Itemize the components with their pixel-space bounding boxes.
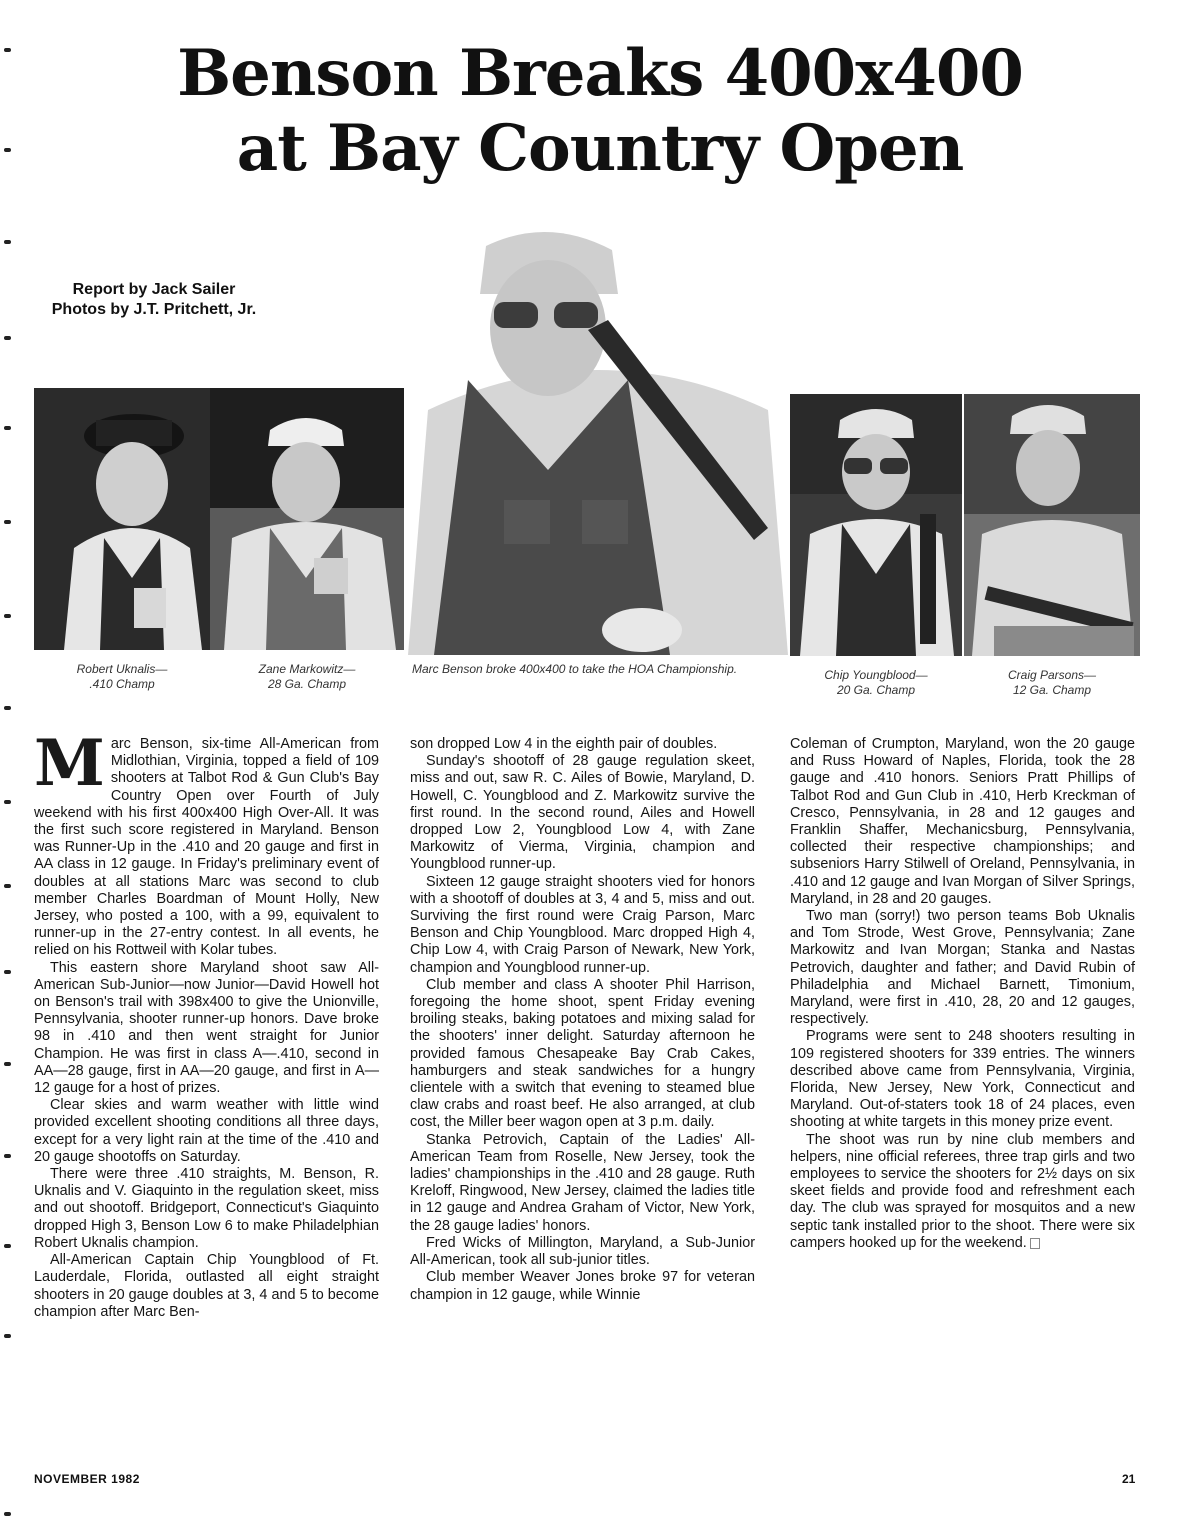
binder-mark <box>4 240 11 244</box>
article-paragraph: Clear skies and warm weather with little wind provided excellent shooting conditions all three days, except for a very light rain at the time of the .410 and 20 gauge shootoffs on Saturday. <box>34 1097 379 1165</box>
article-column-3 <box>790 736 1135 1252</box>
photo-robert-uknalis <box>34 388 210 650</box>
article-paragraph: son dropped Low 4 in the eighth pair of doubles. <box>410 736 718 752</box>
article-paragraph: Club member Weaver Jones broke 97 for veteran champion in 12 gauge, while Winnie <box>410 1269 755 1303</box>
caption-youngblood-title: 20 Ga. Champ <box>836 683 916 697</box>
article-paragraph: Two man (sorry!) two person teams Bob Uknalis and Tom Strode, West Grove, Pennsylvania; Zane Markowitz and Ivan Morgan; Stanka and Nastas Petrovich, daughter and father; and David Rubin of Philadelphia and Michael Barnett, Timonium, Maryland, were first in .410, 28, 20 and 12 gauges, respectively. <box>790 908 1135 1028</box>
article-paragraph: Club member and class A shooter Phil Harrison, foregoing the home shoot, spent Friday evening broiling steaks, baking potatoes and mixing salad for the shooters' inner delight. Saturday afternoon he provided famous Chesapeake Bay Crab Cakes, hamburgers and steak sandwiches for a hungry clientele with a switch that evening to steamed blue claw crabs and roast beef. He also arranged, at club cost, the Miller beer wagon open at 3 p.m. daily. <box>410 976 755 1131</box>
caption-uknalis <box>34 662 210 692</box>
binder-mark <box>4 520 11 524</box>
binder-mark <box>4 1154 11 1158</box>
binder-mark <box>4 884 11 888</box>
binder-mark <box>4 800 11 804</box>
article-paragraph: There were three .410 straights, M. Benson, R. Uknalis and V. Giaquinto in the regulation skeet, miss and out shootoff. Bridgeport, Connecticut's Giaquinto dropped High 3, Benson Low 6 to make Philadelphian Robert Uknalis champion. <box>34 1166 379 1251</box>
report-credit: Report by Jack Sailer <box>72 281 236 298</box>
headline-line-2: at Bay Country Open <box>236 111 964 186</box>
article-paragraph: This eastern shore Maryland shoot saw All-American Sub-Junior—now Junior—David Howell hot on Benson's trail with 398x400 to give the Unionville, Pennsylvania, shooter runner-up honors. Dave broke 98 in .410 and then went straight for Junior Champion. He was first in class A—.410, second in AA—28 gauge, first in AA—20 gauge, and first in A—12 gauge for a host of prizes. <box>34 959 379 1097</box>
caption-markowitz-title: 28 Ga. Champ <box>267 677 347 691</box>
article-paragraph <box>790 1132 1135 1252</box>
article-paragraph: Stanka Petrovich, Captain of the Ladies' All-American Team from Roselle, New Jersey, took the ladies' championships in the .410 and 28 gauge. Ruth Kreloff, Ringwood, New Jersey, claimed the ladies title in 12 gauge and Andrea Graham of Victor, New York, the 28 gauge ladies' honors. <box>410 1131 756 1234</box>
binder-mark <box>4 336 11 340</box>
binder-mark <box>4 426 11 430</box>
article-paragraph: All-American Captain Chip Youngblood of Ft. Lauderdale, Florida, outlasted all eight straight shooters in 20 gauge doubles at 3, 4 and 5 to become champion after Marc Ben- <box>34 1252 379 1320</box>
binder-mark <box>4 148 11 152</box>
article-paragraph-text: The shoot was run by nine club members and helpers, nine official referees, three trap girls and two employees to service the shooters for 2½ days on six skeet fields and provide food and refreshment each day. The club was sprayed for mosquitos and a new septic tank installed prior to the shoot. There were six campers hooked up for the weekend. <box>790 1131 1135 1251</box>
caption-parsons-title: 12 Ga. Champ <box>1012 683 1092 697</box>
caption-uknalis-title: .410 Champ <box>89 677 155 691</box>
caption-benson: Marc Benson broke 400x400 to take the HOA Championship. <box>412 662 738 676</box>
photo-zane-markowitz <box>210 388 404 650</box>
article-paragraph: Fred Wicks of Millington, Maryland, a Sub-Junior All-American, took all sub-junior titles. <box>410 1234 755 1269</box>
photo-credit: Photos by J.T. Pritchett, Jr. <box>51 301 257 318</box>
headline <box>120 36 1080 186</box>
headline-line-1: Benson Breaks 400x400 <box>177 36 1023 111</box>
binder-mark <box>4 970 11 974</box>
article-column-1 <box>34 726 379 1321</box>
caption-markowitz <box>210 662 404 692</box>
article-paragraph: Coleman of Crumpton, Maryland, won the 20 gauge and Russ Howard of Naples, Florida, took the 28 gauge and .410 honors. Seniors Pratt Phillips of Talbot Rod and Gun Club in .410, Herb Kreckman of Cresco, Pennsylvania, in 28 and 12 gauges and Franklin Shaffer, Mechanicsburg, Pennsylvania, collected their respective championships; and subseniors Harry Stilwell of Oreland, Pennsylvania, in .410 and 12 gauge and Ivan Morgan of Silver Springs, Maryland, in 28 and 20 gauges. <box>790 736 1135 907</box>
byline <box>34 280 274 320</box>
caption-uknalis-name: Robert Uknalis— <box>76 662 168 676</box>
article-paragraph <box>34 726 379 960</box>
caption-parsons <box>964 668 1140 698</box>
end-mark-icon <box>1030 1238 1040 1249</box>
caption-youngblood <box>790 668 962 698</box>
binder-mark <box>4 48 11 52</box>
binder-mark <box>4 1062 11 1066</box>
photo-chip-youngblood <box>790 394 962 656</box>
caption-youngblood-name: Chip Youngblood— <box>824 668 928 682</box>
binder-mark <box>4 706 11 710</box>
article-paragraph-text: arc Benson, six-time All-American from Midlothian, Virginia, topped a field of 109 shooters at Talbot Rod & Gun Club's Bay Country Open over Fourth of July weekend with his first 400x400 High Over-All. It was the first such score registered in Maryland. Benson was Runner-Up in the .410 and 20 gauge and first in AA class in 12 gauge. In Friday's preliminary event of doubles at all stations Marc was second to club member Charles Boardman of Mount Holly, New Jersey, who posted a 100, with a 99, equivalent to runner-up in the 27-entry contest. In all events, he relied on his Rottweil with Kolar tubes. <box>34 736 379 959</box>
binder-mark <box>4 614 11 618</box>
issue-date: NOVEMBER 1982 <box>34 1472 140 1486</box>
caption-parsons-name: Craig Parsons— <box>1007 668 1097 682</box>
article-paragraph: Sunday's shootoff of 28 gauge regulation skeet, miss and out, saw R. C. Ailes of Bowie, Maryland, D. Howell, C. Youngblood and Z. Markowitz survive the first round. In the second round, Ailes and Howell dropped Low 2, Youngblood Low 4, with Zane Markowitz of Vierma, Virginia, champion and Youngblood runner-up. <box>410 753 755 873</box>
article-column-2 <box>410 736 755 1304</box>
caption-markowitz-name: Zane Markowitz— <box>258 662 356 676</box>
article-paragraph: Programs were sent to 248 shooters resulting in 109 registered shooters for 339 entries. The winners described above came from Pennsylvania, Virginia, Florida, New Jersey, New York, Connecticut and Maryland. Out-of-staters took 18 of 24 places, even shooting at white targets in this money prize event. <box>790 1028 1135 1131</box>
page-number: 21 <box>1122 1472 1136 1486</box>
binder-mark <box>4 1334 11 1338</box>
binder-mark <box>4 1244 11 1248</box>
binder-mark <box>4 1512 11 1516</box>
article-paragraph: Sixteen 12 gauge straight shooters vied for honors with a shootoff of doubles at 3, 4 and 5, miss and out. Surviving the first round were Craig Parson, Marc Benson and Chip Youngblood. Marc dropped High 4, Chip Low 4, with Craig Parson of Newark, New York, champion and Youngblood runner-up. <box>410 873 755 976</box>
photo-craig-parsons <box>964 394 1140 656</box>
drop-cap: M <box>34 726 105 801</box>
photo-marc-benson <box>408 210 788 655</box>
